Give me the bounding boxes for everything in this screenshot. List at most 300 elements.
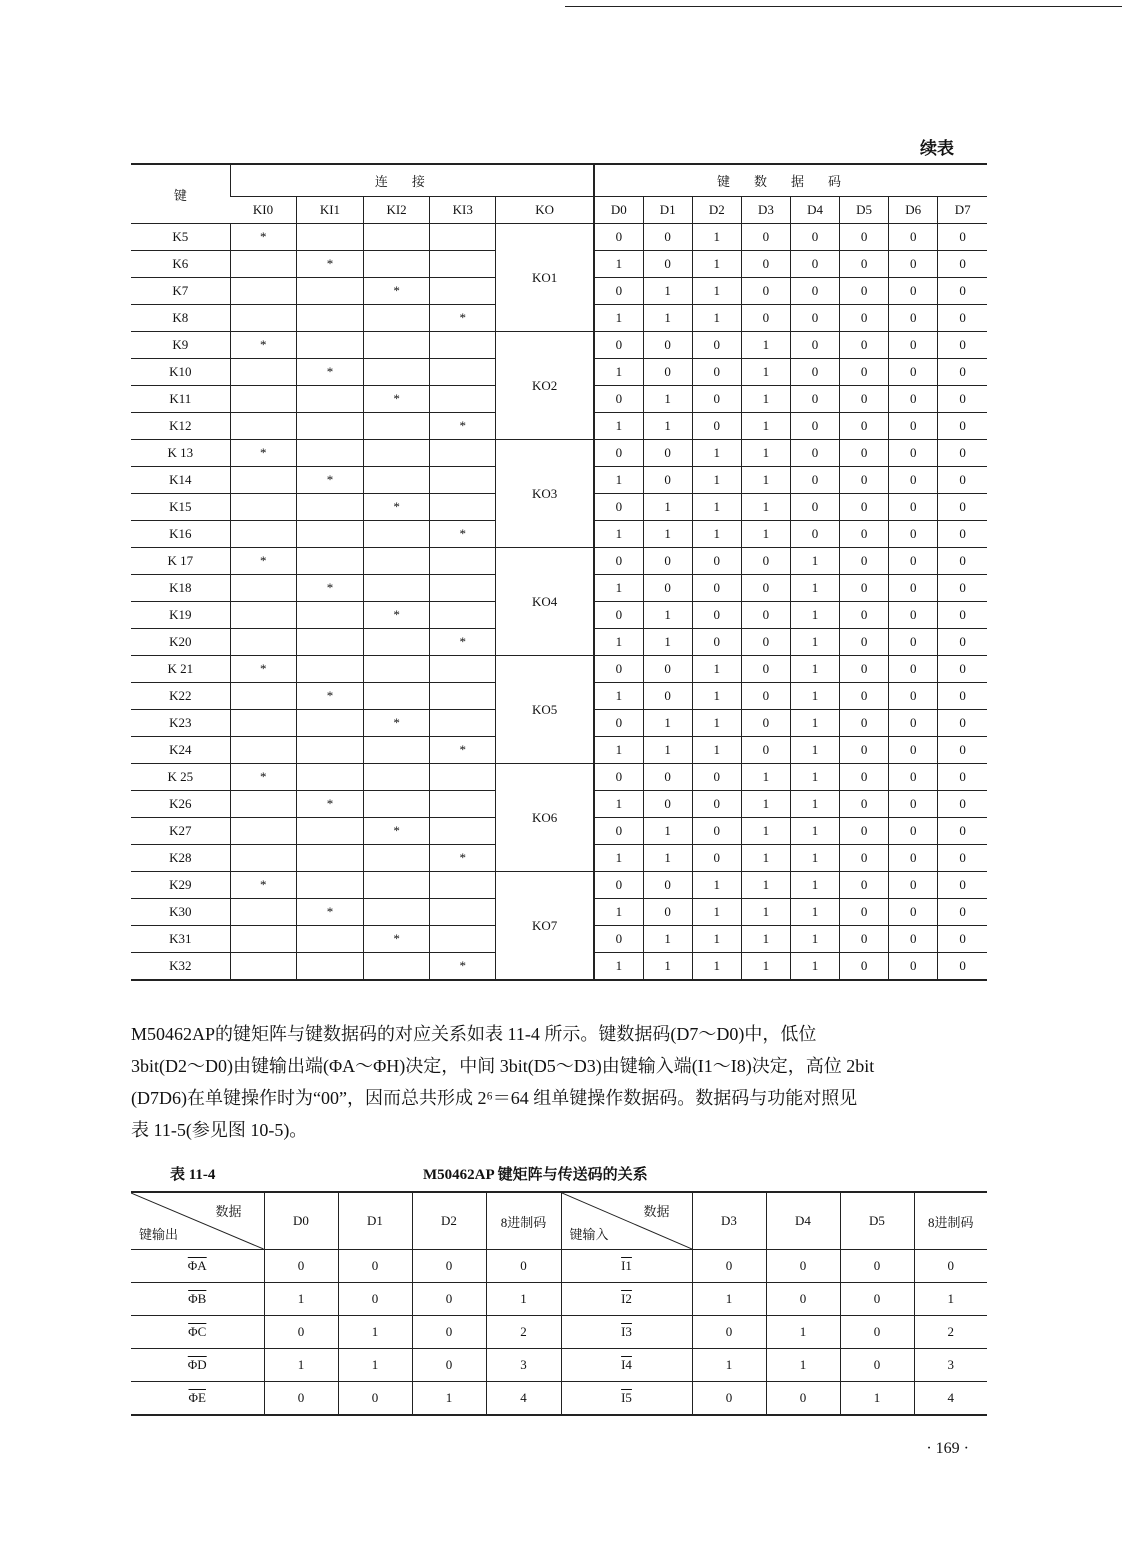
output-pin-cell: $\overline{\Phi B}$ — [131, 1283, 264, 1316]
data-bit-cell: 1 — [790, 629, 839, 656]
data-bit-cell: 0 — [790, 494, 839, 521]
key-cell: K23 — [131, 710, 230, 737]
ki-cell: * — [364, 494, 430, 521]
data-bit-cell: 0 — [594, 710, 643, 737]
table-row — [131, 1316, 987, 1349]
data-bit-cell: 0 — [692, 359, 741, 386]
ki-cell — [230, 737, 296, 764]
value-cell: 0 — [412, 1250, 486, 1283]
data-bit-cell: 0 — [938, 602, 987, 629]
data-bit-cell: 0 — [840, 602, 889, 629]
key-cell: K 17 — [131, 548, 230, 575]
data-bit-cell: 0 — [889, 332, 938, 359]
key-cell: K16 — [131, 521, 230, 548]
data-bit-cell: 0 — [938, 629, 987, 656]
data-bit-cell: 1 — [790, 548, 839, 575]
data-bit-cell: 0 — [889, 656, 938, 683]
data-bit-cell: 1 — [692, 494, 741, 521]
table-row — [131, 224, 987, 251]
ki-cell — [296, 602, 363, 629]
diag-top-label: 数据 — [215, 1204, 242, 1219]
data-bit-cell: 0 — [790, 386, 839, 413]
output-pin-cell: $\overline{\Phi C}$ — [131, 1316, 264, 1349]
data-bit-cell: 0 — [938, 656, 987, 683]
data-bit-cell: 0 — [938, 332, 987, 359]
data-bit-cell: 1 — [790, 737, 839, 764]
ko-cell: KO7 — [496, 872, 594, 981]
value-cell: 0 — [264, 1382, 338, 1416]
data-bit-cell: 0 — [938, 926, 987, 953]
value-cell: 0 — [412, 1316, 486, 1349]
data-bit-cell: 0 — [741, 251, 790, 278]
table-row — [131, 1349, 987, 1382]
connect-col-header: KO — [496, 197, 594, 224]
data-bit-cell: 0 — [790, 305, 839, 332]
transfer-code-table — [131, 1191, 987, 1416]
data-bit-cell: 0 — [938, 359, 987, 386]
data-bit-cell: 0 — [741, 548, 790, 575]
value-cell: 3 — [486, 1349, 561, 1382]
bit-col-header: D5 — [840, 1192, 914, 1250]
ki-cell — [230, 818, 296, 845]
data-bit-cell: 1 — [594, 845, 643, 872]
data-bit-cell: 1 — [741, 521, 790, 548]
ki-cell — [296, 926, 363, 953]
connect-col-header: KI0 — [230, 197, 296, 224]
table-row — [131, 656, 987, 683]
data-bit-cell: 1 — [741, 359, 790, 386]
ki-cell — [230, 494, 296, 521]
input-pin-cell: I1 — [561, 1250, 692, 1283]
ki-cell — [296, 521, 363, 548]
key-cell: K 25 — [131, 764, 230, 791]
ki-cell — [364, 764, 430, 791]
data-bit-cell: 0 — [692, 332, 741, 359]
ki-cell — [430, 332, 496, 359]
data-bit-cell: 0 — [594, 872, 643, 899]
data-bit-cell: 0 — [889, 224, 938, 251]
ki-cell: * — [430, 953, 496, 981]
data-bit-cell: 0 — [889, 629, 938, 656]
data-bit-cell: 1 — [594, 251, 643, 278]
data-bit-cell: 0 — [840, 413, 889, 440]
ki-cell — [296, 494, 363, 521]
paragraph-line: 表 11-5(参见图 10-5)。 — [131, 1120, 308, 1140]
key-header: 键 — [131, 164, 230, 224]
ki-cell — [230, 845, 296, 872]
key-cell: K30 — [131, 899, 230, 926]
ki-cell — [364, 575, 430, 602]
data-bit-cell: 0 — [594, 656, 643, 683]
ki-cell — [364, 683, 430, 710]
data-bit-cell: 0 — [643, 440, 692, 467]
data-bit-cell: 0 — [741, 278, 790, 305]
data-bit-cell: 1 — [594, 791, 643, 818]
value-cell: 1 — [338, 1349, 412, 1382]
data-bit-cell: 0 — [840, 683, 889, 710]
octal-col-header: 8进制码 — [914, 1192, 987, 1250]
key-cell: K 13 — [131, 440, 230, 467]
data-bit-cell: 0 — [790, 251, 839, 278]
data-bit-cell: 0 — [840, 467, 889, 494]
ki-cell: * — [364, 710, 430, 737]
ki-cell — [364, 791, 430, 818]
data-bit-cell: 1 — [692, 926, 741, 953]
ki-cell: * — [296, 251, 363, 278]
paragraph-line: 3bit(D2～D0)由键输出端(ΦA～ΦH)决定，中间 3bit(D5～D3)由键输入端(I1～I8)决定，高位 2bit — [131, 1056, 875, 1076]
data-bit-cell: 0 — [741, 656, 790, 683]
data-bit-cell: 1 — [692, 710, 741, 737]
data-bit-cell: 0 — [643, 251, 692, 278]
data-bit-cell: 0 — [840, 872, 889, 899]
ki-cell — [230, 305, 296, 332]
data-bit-cell: 1 — [643, 845, 692, 872]
data-bit-cell: 0 — [938, 899, 987, 926]
data-bit-cell: 1 — [594, 683, 643, 710]
paragraph-line: M50462AP的键矩阵与键数据码的对应关系如表 11-4 所示。键数据码(D7～D0)中，低位 — [131, 1024, 817, 1044]
data-bit-cell: 1 — [643, 818, 692, 845]
data-bit-cell: 1 — [692, 278, 741, 305]
data-bit-cell: 0 — [594, 386, 643, 413]
ki-cell — [296, 440, 363, 467]
value-cell: 0 — [840, 1316, 914, 1349]
key-cell: K26 — [131, 791, 230, 818]
data-bit-cell: 0 — [840, 737, 889, 764]
data-col-header: D1 — [643, 197, 692, 224]
ki-cell — [364, 899, 430, 926]
ki-cell — [230, 467, 296, 494]
value-cell: 0 — [840, 1283, 914, 1316]
data-bit-cell: 0 — [741, 710, 790, 737]
table-row — [131, 1250, 987, 1283]
key-cell: K6 — [131, 251, 230, 278]
table-title: M50462AP 键矩阵与传送码的关系 — [423, 1167, 648, 1183]
data-bit-cell: 1 — [692, 467, 741, 494]
data-bit-cell: 1 — [692, 521, 741, 548]
data-bit-cell: 1 — [692, 251, 741, 278]
data-bit-cell: 1 — [790, 899, 839, 926]
paragraph-line: (D7D6)在单键操作时为“00”，因而总共形成 2⁶＝64 组单键操作数据码。数据码与功能对照见 — [131, 1088, 858, 1108]
value-cell: 1 — [412, 1382, 486, 1416]
connect-col-header: KI2 — [364, 197, 430, 224]
ki-cell — [230, 791, 296, 818]
ki-cell — [364, 629, 430, 656]
input-pin-cell: I4 — [561, 1349, 692, 1382]
data-bit-cell: 0 — [938, 818, 987, 845]
data-bit-cell: 0 — [692, 575, 741, 602]
ki-cell — [296, 872, 363, 899]
ki-cell: * — [230, 440, 296, 467]
data-bit-cell: 0 — [692, 386, 741, 413]
data-bit-cell: 1 — [741, 953, 790, 981]
value-cell: 0 — [766, 1283, 840, 1316]
ki-cell — [364, 305, 430, 332]
data-bit-cell: 0 — [643, 683, 692, 710]
ki-cell — [230, 359, 296, 386]
input-pin-cell: I2 — [561, 1283, 692, 1316]
data-bit-cell: 1 — [692, 953, 741, 981]
data-bit-cell: 0 — [594, 764, 643, 791]
data-bit-cell: 0 — [840, 224, 889, 251]
data-bit-cell: 0 — [741, 575, 790, 602]
ki-cell — [430, 575, 496, 602]
data-code-header: 键数据码 — [594, 164, 987, 197]
ki-cell: * — [430, 845, 496, 872]
value-cell: 0 — [338, 1250, 412, 1283]
data-bit-cell: 0 — [840, 710, 889, 737]
ki-cell: * — [230, 764, 296, 791]
value-cell: 0 — [766, 1250, 840, 1283]
connect-col-header: KI1 — [296, 197, 363, 224]
ki-cell: * — [430, 629, 496, 656]
key-cell: K22 — [131, 683, 230, 710]
key-cell: K14 — [131, 467, 230, 494]
value-cell: 0 — [486, 1250, 561, 1283]
ki-cell — [296, 710, 363, 737]
data-bit-cell: 0 — [938, 872, 987, 899]
data-bit-cell: 1 — [790, 602, 839, 629]
ki-cell — [230, 602, 296, 629]
value-cell: 1 — [338, 1316, 412, 1349]
data-bit-cell: 0 — [840, 845, 889, 872]
data-bit-cell: 0 — [643, 332, 692, 359]
data-bit-cell: 0 — [889, 305, 938, 332]
ki-cell — [364, 656, 430, 683]
data-bit-cell: 0 — [938, 683, 987, 710]
data-bit-cell: 0 — [594, 440, 643, 467]
data-bit-cell: 0 — [889, 899, 938, 926]
table-row — [131, 332, 987, 359]
key-cell: K27 — [131, 818, 230, 845]
data-bit-cell: 0 — [692, 548, 741, 575]
ki-cell — [364, 413, 430, 440]
data-bit-cell: 1 — [692, 737, 741, 764]
ki-cell — [364, 224, 430, 251]
ki-cell — [296, 629, 363, 656]
data-bit-cell: 0 — [594, 548, 643, 575]
table-row — [131, 1283, 987, 1316]
ki-cell — [230, 521, 296, 548]
data-bit-cell: 0 — [643, 872, 692, 899]
ko-cell: KO3 — [496, 440, 594, 548]
data-bit-cell: 0 — [938, 305, 987, 332]
data-bit-cell: 0 — [790, 359, 839, 386]
output-pin-cell: $\overline{\Phi E}$ — [131, 1382, 264, 1416]
ki-cell — [230, 710, 296, 737]
data-bit-cell: 1 — [790, 845, 839, 872]
ko-cell: KO5 — [496, 656, 594, 764]
bit-col-header: D4 — [766, 1192, 840, 1250]
ki-cell — [364, 251, 430, 278]
data-bit-cell: 0 — [889, 872, 938, 899]
ki-cell: * — [364, 818, 430, 845]
key-cell: K5 — [131, 224, 230, 251]
table-row — [131, 1382, 987, 1416]
value-cell: 0 — [264, 1316, 338, 1349]
table-row — [131, 872, 987, 899]
key-cell: K11 — [131, 386, 230, 413]
data-bit-cell: 0 — [741, 305, 790, 332]
ki-cell — [296, 332, 363, 359]
table-row — [131, 764, 987, 791]
data-bit-cell: 0 — [889, 278, 938, 305]
ki-cell — [230, 899, 296, 926]
ki-cell — [364, 953, 430, 981]
ki-cell — [230, 683, 296, 710]
data-bit-cell: 1 — [594, 467, 643, 494]
ki-cell — [430, 926, 496, 953]
key-cell: K12 — [131, 413, 230, 440]
ki-cell — [296, 386, 363, 413]
data-bit-cell: 0 — [840, 521, 889, 548]
value-cell: 1 — [264, 1349, 338, 1382]
data-bit-cell: 1 — [741, 926, 790, 953]
connect-col-header: KI3 — [430, 197, 496, 224]
data-bit-cell: 1 — [594, 413, 643, 440]
ki-cell — [430, 872, 496, 899]
table-number: 表 11-4 — [170, 1167, 216, 1183]
value-cell: 0 — [412, 1349, 486, 1382]
ki-cell — [230, 926, 296, 953]
data-bit-cell: 0 — [938, 737, 987, 764]
data-bit-cell: 0 — [790, 440, 839, 467]
data-bit-cell: 0 — [840, 575, 889, 602]
ki-cell: * — [296, 683, 363, 710]
data-bit-cell: 0 — [594, 926, 643, 953]
data-bit-cell: 0 — [889, 683, 938, 710]
ki-cell: * — [296, 575, 363, 602]
ki-cell — [430, 467, 496, 494]
data-bit-cell: 0 — [643, 764, 692, 791]
data-bit-cell: 0 — [889, 440, 938, 467]
value-cell: 0 — [914, 1250, 987, 1283]
key-cell: K18 — [131, 575, 230, 602]
ki-cell: * — [364, 926, 430, 953]
ki-cell — [230, 251, 296, 278]
key-cell: K24 — [131, 737, 230, 764]
data-bit-cell: 0 — [889, 953, 938, 981]
data-bit-cell: 0 — [741, 683, 790, 710]
data-bit-cell: 0 — [889, 467, 938, 494]
ki-cell — [296, 305, 363, 332]
data-bit-cell: 1 — [741, 440, 790, 467]
data-bit-cell: 0 — [692, 845, 741, 872]
data-bit-cell: 0 — [692, 602, 741, 629]
data-bit-cell: 1 — [692, 440, 741, 467]
data-bit-cell: 0 — [938, 710, 987, 737]
ki-cell — [430, 251, 496, 278]
data-bit-cell: 0 — [741, 224, 790, 251]
data-bit-cell: 1 — [692, 872, 741, 899]
ki-cell — [430, 764, 496, 791]
ki-cell: * — [230, 656, 296, 683]
ki-cell — [430, 899, 496, 926]
ko-cell: KO2 — [496, 332, 594, 440]
data-bit-cell: 0 — [594, 278, 643, 305]
data-bit-cell: 0 — [790, 224, 839, 251]
key-cell: K29 — [131, 872, 230, 899]
page-number: · 169 · — [926, 1440, 969, 1457]
data-bit-cell: 1 — [741, 845, 790, 872]
data-bit-cell: 0 — [840, 440, 889, 467]
data-bit-cell: 0 — [840, 359, 889, 386]
diag-bottom-label: 键输入 — [569, 1227, 609, 1242]
continued-label: 续表 — [920, 139, 954, 158]
data-bit-cell: 0 — [938, 251, 987, 278]
data-bit-cell: 0 — [889, 818, 938, 845]
data-bit-cell: 0 — [889, 764, 938, 791]
ki-cell — [296, 845, 363, 872]
ki-cell — [430, 386, 496, 413]
value-cell: 0 — [264, 1250, 338, 1283]
data-bit-cell: 0 — [840, 278, 889, 305]
data-bit-cell: 0 — [938, 953, 987, 981]
value-cell: 0 — [840, 1250, 914, 1283]
data-bit-cell: 1 — [692, 224, 741, 251]
ki-cell — [364, 845, 430, 872]
ki-cell — [364, 332, 430, 359]
ki-cell — [230, 575, 296, 602]
data-bit-cell: 0 — [840, 818, 889, 845]
data-bit-cell: 0 — [643, 899, 692, 926]
data-bit-cell: 1 — [643, 521, 692, 548]
data-bit-cell: 0 — [643, 548, 692, 575]
data-bit-cell: 1 — [692, 683, 741, 710]
data-bit-cell: 0 — [692, 818, 741, 845]
ki-cell: * — [364, 386, 430, 413]
ki-cell: * — [230, 872, 296, 899]
data-bit-cell: 0 — [741, 629, 790, 656]
ki-cell: * — [296, 791, 363, 818]
data-bit-cell: 0 — [938, 845, 987, 872]
output-pin-cell: $\overline{\Phi A}$ — [131, 1250, 264, 1283]
data-bit-cell: 1 — [594, 359, 643, 386]
data-bit-cell: 0 — [790, 467, 839, 494]
data-bit-cell: 1 — [643, 710, 692, 737]
bit-col-header: D2 — [412, 1192, 486, 1250]
data-bit-cell: 0 — [889, 575, 938, 602]
data-bit-cell: 0 — [594, 494, 643, 521]
table-row — [131, 548, 987, 575]
data-bit-cell: 1 — [790, 656, 839, 683]
ki-cell — [296, 737, 363, 764]
data-bit-cell: 0 — [840, 926, 889, 953]
data-bit-cell: 0 — [790, 521, 839, 548]
data-bit-cell: 1 — [790, 872, 839, 899]
data-bit-cell: 1 — [741, 413, 790, 440]
data-bit-cell: 1 — [594, 521, 643, 548]
ki-cell — [230, 413, 296, 440]
data-col-header: D2 — [692, 197, 741, 224]
data-bit-cell: 1 — [741, 899, 790, 926]
data-bit-cell: 0 — [840, 791, 889, 818]
value-cell: 1 — [914, 1283, 987, 1316]
data-bit-cell: 1 — [790, 953, 839, 981]
ki-cell — [364, 872, 430, 899]
input-pin-cell: I5 — [561, 1382, 692, 1416]
ki-cell — [296, 548, 363, 575]
data-bit-cell: 0 — [643, 359, 692, 386]
value-cell: 0 — [338, 1283, 412, 1316]
data-bit-cell: 0 — [889, 386, 938, 413]
data-bit-cell: 1 — [741, 818, 790, 845]
ki-cell: * — [296, 899, 363, 926]
data-col-header: D7 — [938, 197, 987, 224]
data-bit-cell: 0 — [889, 926, 938, 953]
right-diag-header — [561, 1192, 692, 1250]
ko-cell: KO4 — [496, 548, 594, 656]
ki-cell — [430, 440, 496, 467]
